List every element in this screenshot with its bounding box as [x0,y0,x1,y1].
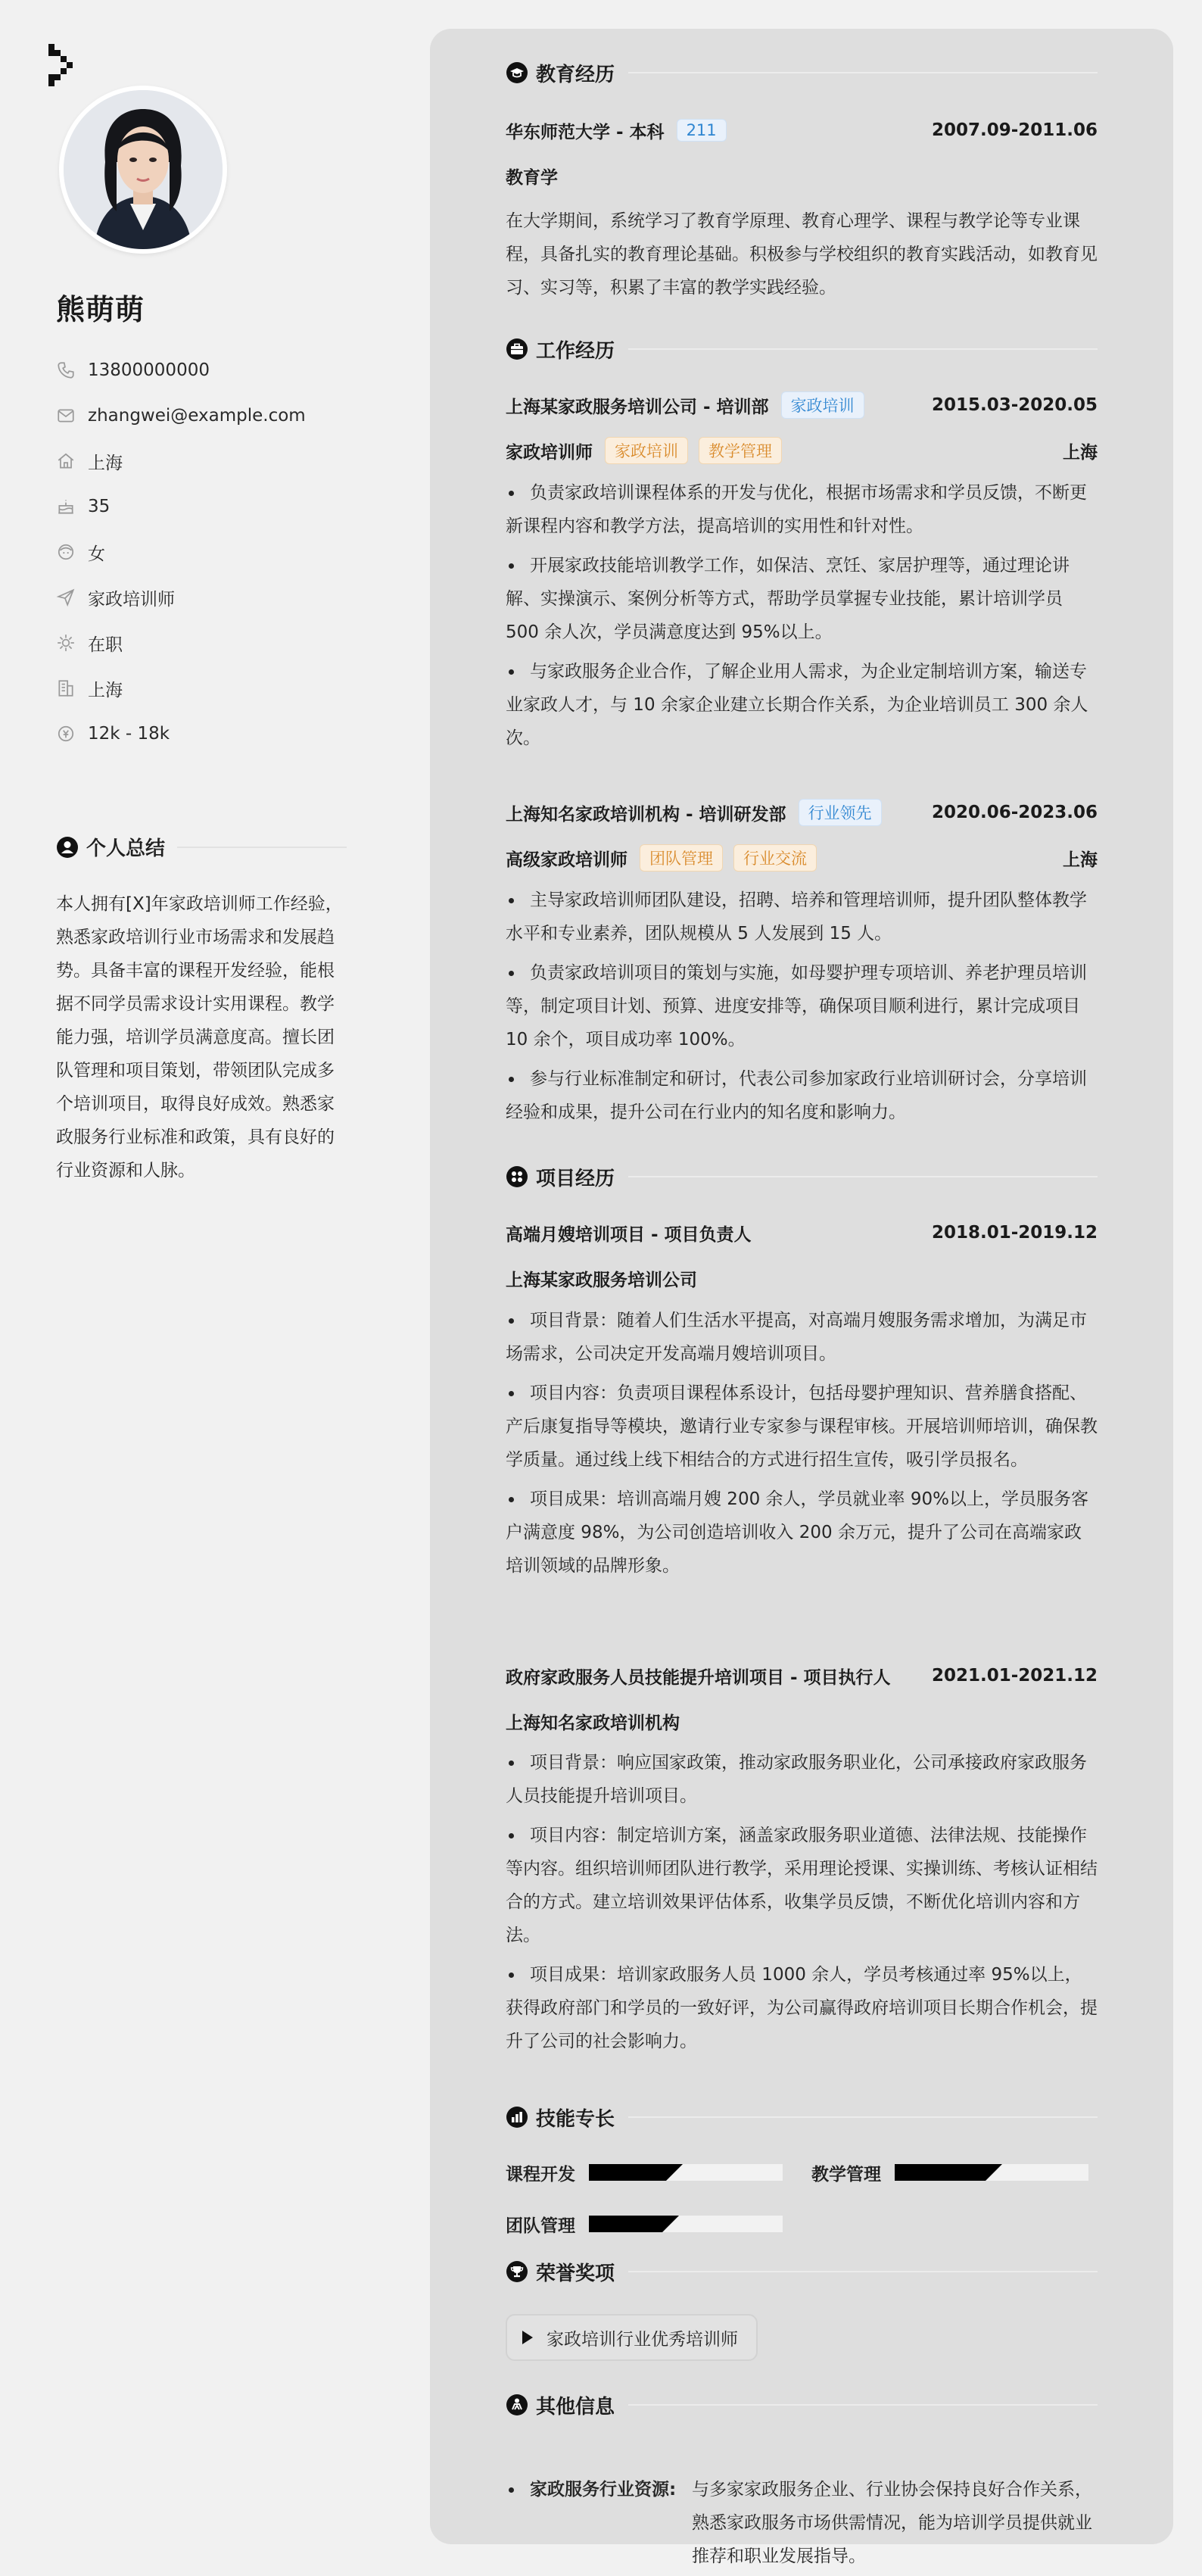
mail-icon [56,406,76,426]
contact-work-city-value: 上海 [88,680,123,700]
projects-title: 项目经历 [536,1167,615,1190]
user-icon [56,836,79,859]
contact-status-value: 在职 [88,635,123,655]
other-header [506,2390,1098,2420]
job-1-tag: 家政培训 [605,437,688,464]
chart-icon [506,2106,528,2128]
job-1-tag: 教学管理 [699,437,782,464]
gender-icon [56,542,76,562]
award-item [506,2314,758,2361]
list-item: 参与行业标准制定和研讨，代表公司参加家政行业培训研讨会，分享培训经验和成果，提升公司在行业内的知名度和影响力。 [506,1062,1098,1129]
project-1-row [506,1218,1098,1248]
list-item: 项目成果：培训高端月嫂 200 余人，学员就业率 90%以上，学员服务客户满意度 98%，为公司创造培训收入 200 余万元，提升了公司在高端家政培训领域的品牌形象。 [506,1483,1098,1583]
contact-job [56,575,351,620]
project-1-bullets [506,1304,1098,1589]
list-item: 项目成果：培训家政服务人员 1000 余人，学员考核通过率 95%以上，获得政府部门和学员的一致好评，为公司赢得政府培训项目长期合作机会，提升了公司的社会影响力。 [506,1958,1098,2058]
job-2-position: 高级家政培训师 [506,850,627,870]
candidate-name: 熊萌萌 [56,293,145,326]
summary-header [56,833,347,861]
briefcase-icon [506,338,528,360]
work-header [506,334,1098,364]
phone-icon [56,360,76,380]
list-item: 项目背景：随着人们生活水平提高，对高端月嫂服务需求增加，为满足市场需求，公司决定开发高端月嫂培训项目。 [506,1304,1098,1371]
list-item: 开展家政技能培训教学工作，如保洁、烹饪、家居护理等，通过理论讲解、实操演示、案例分析等方式，帮助学员掌握专业技能，累计培训学员 500 余人次，学员满意度达到 95%以上。 [506,549,1098,649]
contact-gender [56,529,351,575]
contact-salary-value: 12k - 18k [88,724,170,744]
award-label: 家政培训行业优秀培训师 [547,2329,738,2350]
job-1-date: 2015.03-2020.05 [931,395,1098,415]
education-date: 2007.09-2011.06 [931,120,1098,140]
divider [628,72,1098,73]
skill-item [506,2209,783,2239]
cake-icon [56,497,76,516]
contact-city-value: 上海 [88,453,123,473]
job-2-position-row [506,843,1098,873]
contact-status [56,620,351,666]
skill-item [811,2157,1088,2188]
projects-header [506,1162,1098,1192]
project-2-org-row [506,1706,1098,1736]
skill-item [506,2157,783,2188]
trophy-icon [506,2260,528,2283]
education-row [506,115,1098,145]
contact-job-value: 家政培训师 [88,589,175,610]
divider [628,2404,1098,2406]
job-1-company-tag: 家政培训 [781,391,864,419]
job-1-bullets [506,476,1098,761]
education-major-row [506,161,1098,191]
divider [628,348,1098,350]
contact-phone-value: 13800000000 [88,360,210,380]
skill-label: 教学管理 [811,2164,881,2185]
list-item: 与家政服务企业合作，了解企业用人需求，为企业定制培训方案，输送专业家政人才，与 10 余家企业建立长期合作关系，为企业培训员工 300 余人次。 [506,655,1098,755]
education-school: 华东师范大学 - 本科 [506,122,665,142]
job-1-location: 上海 [1063,442,1098,463]
list-item: 负责家政培训项目的策划与实施，如母婴护理专项培训、养老护理员培训等，制定项目计划、预算、进度安排等，确保项目顺利进行，累计完成项目 10 余个，项目成功率 100%。 [506,956,1098,1056]
people-icon [506,2394,528,2416]
main-panel [430,29,1173,2566]
skills-header [506,2102,1098,2132]
project-1-org-row [506,1263,1098,1293]
list-item: 项目背景：响应国家政策，推动家政服务职业化，公司承接政府家政服务人员技能提升培训项目。 [506,1746,1098,1813]
job-1-company: 上海某家政服务培训公司 - 培训部 [506,397,769,417]
contact-work-city [56,666,351,711]
skills-title: 技能专长 [536,2107,615,2131]
other-item-label: 家政服务行业资源: [506,2473,692,2573]
job-2-tag: 行业交流 [733,844,817,872]
logo-icon [48,44,79,89]
project-1-date: 2018.01-2019.12 [931,1223,1098,1243]
project-1-name: 高端月嫂培训项目 - 项目负责人 [506,1224,752,1245]
divider [628,1176,1098,1177]
skill-bar-fill [589,2216,662,2232]
job-2-company: 上海知名家政培训机构 - 培训研发部 [506,804,786,825]
list-item: 项目内容：制定培训方案，涵盖家政服务职业道德、法律法规、技能操作等内容。组织培训师团队进行教学，采用理论授课、实操训练、考核认证相结合的方式。建立培训效果评估体系，收集学员反馈，不断优化培训内容和方法。 [506,1819,1098,1952]
job-2-tag: 团队管理 [640,844,723,872]
skill-label: 团队管理 [506,2216,575,2236]
honors-header [506,2256,1098,2287]
project-1-org: 上海某家政服务培训公司 [506,1270,697,1290]
honors-title: 荣誉奖项 [536,2262,615,2285]
status-icon [56,633,76,653]
education-title: 教育经历 [536,63,615,86]
job-1-position: 家政培训师 [506,442,593,463]
contact-city [56,438,351,484]
job-2-bullets [506,884,1098,1135]
graduation-cap-icon [506,61,528,84]
salary-icon [56,724,76,744]
contact-age-value: 35 [88,497,111,516]
skill-bar [589,2164,783,2181]
education-header [506,58,1098,88]
play-icon [522,2331,533,2344]
summary-text: 本人拥有[X]年家政培训师工作经验，熟悉家政培训行业市场需求和发展趋势。具备丰富的课程开发经验，能根据不同学员需求设计实用课程。教学能力强，培训学员满意度高。擅长团队管理和项目策划，带领团队完成多个培训项目，取得良好成效。熟悉家政服务行业标准和政策，具有良好的行业资源和人脉。 [56,894,343,1180]
education-tag: 211 [677,119,727,142]
divider [177,847,347,848]
skill-bar-fill [589,2164,666,2181]
contact-email-value: zhangwei@example.com [88,406,306,426]
skill-bar-fill [895,2164,986,2181]
other-item-value: 与多家家政服务企业、行业协会保持良好合作关系，熟悉家政服务市场供需情况，能为培训学员提供就业推荐和职业发展指导。 [692,2480,1092,2566]
skill-bar [589,2216,783,2232]
project-2-date: 2021.01-2021.12 [931,1666,1098,1686]
grid-icon [506,1165,528,1188]
project-2-row [506,1661,1098,1691]
education-major: 教育学 [506,167,558,188]
divider [628,2271,1098,2272]
contact-age [56,484,351,529]
job-1-position-row [506,435,1098,466]
job-2-row [506,797,1098,828]
project-2-bullets [506,1746,1098,2064]
list-item: 负责家政培训课程体系的开发与优化，根据市场需求和学员反馈，不断更新课程内容和教学方法，提高培训的实用性和针对性。 [506,476,1098,543]
send-icon [56,588,76,607]
building-icon [56,678,76,698]
contact-phone [56,348,351,393]
contact-list [56,348,351,756]
job-2-company-tag: 行业领先 [799,799,882,826]
divider [628,2116,1098,2118]
job-2-date: 2020.06-2023.06 [931,803,1098,822]
other-title: 其他信息 [536,2395,615,2419]
list-item: 项目内容：负责项目课程体系设计，包括母婴护理知识、营养膳食搭配、产后康复指导等模块，邀请行业专家参与课程审核。开展培训师培训，确保教学质量。通过线上线下相结合的方式进行招生宣传，吸引学员报名。 [506,1377,1098,1477]
skill-label: 课程开发 [506,2164,575,2185]
education-description: 在大学期间，系统学习了教育学原理、教育心理学、课程与教学论等专业课程，具备扎实的教育理论基础。积极参与学校组织的教育实践活动，如教育见习、实习等，积累了丰富的教学实践经验。 [506,211,1098,298]
skill-bar [895,2164,1088,2181]
project-2-org: 上海知名家政培训机构 [506,1713,680,1733]
job-2-location: 上海 [1063,850,1098,870]
contact-gender-value: 女 [88,544,105,564]
other-item [506,2473,1098,2573]
avatar [59,86,227,254]
project-2-name: 政府家政服务人员技能提升培训项目 - 项目执行人 [506,1667,891,1688]
work-title: 工作经历 [536,339,615,363]
home-icon [56,451,76,471]
contact-salary [56,711,351,756]
list-item: 主导家政培训师团队建设，招聘、培养和管理培训师，提升团队整体教学水平和专业素养，团队规模从 5 人发展到 15 人。 [506,884,1098,950]
summary-title: 个人总结 [86,837,166,860]
job-1-row [506,390,1098,420]
contact-email [56,393,351,438]
